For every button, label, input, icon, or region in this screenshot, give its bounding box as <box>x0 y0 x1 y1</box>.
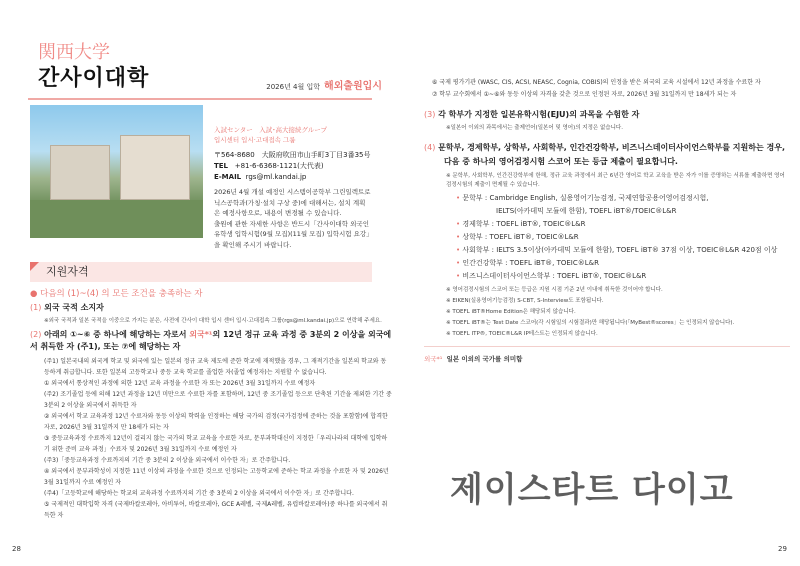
test-item: IELTS(아카데믹 모듈에 한함), TOEFL iBT®/TOEIC®L&R <box>496 206 677 215</box>
email-label: E-MAIL <box>214 173 242 181</box>
note-line: (주3)「중등교육과정 수료까지의 기간 중 3분의 2 이상을 외국에서 이수한 자」로 간주합니다. <box>44 456 291 464</box>
req-number: (4) <box>424 142 436 152</box>
list-item: ② 외국에서 학교 교육과정 12년 수료자와 동등 이상의 학력을 인정하는 해당 국가의 검정(국가검정에 준하는 것을 포함함)에 합격한 자로, 2026년 3월 31일까지 만 18세가 되는 자 <box>44 412 388 431</box>
university-name-jp: 関西大学 <box>38 42 110 63</box>
note-line: ※ 영어검정시험의 스코어 또는 등급은 지원 시점 기준 2년 이내에 취득한 것이어야 합니다. <box>446 286 663 293</box>
req-title: 아래의 ①~⑥ 중 하나에 해당하는 자로서 <box>44 329 190 339</box>
list-item: ⑦ 학부 교수회에서 ①~⑥와 동등 이상의 자격을 갖춘 것으로 인정된 자로, 2026년 3월 31일까지 만 18세가 되는 자 <box>432 91 737 98</box>
right-requirements: ⑥ 국제 평가기관 (WASC, CIS, ACSI, NEASC, Cognia, COBIS)의 인정을 받은 외국의 교육 시설에서 12년 과정을 수료한 자 ⑦ 학부 교수회에서 ①~⑥와 동등 이상의 자격을 갖춘 것으로 인정된 자로, 2026년 3월 31일까지 만 18세가 되는 자 (3) 각 학부가 지정한 일본유학시험(EJU)의 과목을 수험한 자 ※일본어 이외의 과목에서는 출제언어(일본어 및 영어)의 지정은 없습니다. (4) 문학부, 경제학부, 상학부, 사회학부, 인간건강학부, 비즈니스데이터사이언스학부를 지원하는 경우, 다음 중 하나의 영어검정시험 스코어 또는 등급 제출이 필요합니다. ※ 문학부, 사회학부, 인간건강학부에 한해, 정규 교육 과정에서 최근 6년간 영어로 학교 교육을 받은 자가 이를 증명하는 서류를 제출하면 영어검정시험의 제출이 면제될 수 있습니다. • 문학부 : Cambridge English, 실용영어기능검정, 국제연합공용어영어검정시험, IELTS(아카데믹 모듈에 한함), TOEFL iBT®/TOEIC®L&R • 경제학부 : TOEFL iBT®, TOEIC®L&R • 상학부 : TOEFL iBT®, TOEIC®L&R • 사회학부 : IELTS 3.5이상(아카데믹 모듈에 한함), TOEFL iBT® 37점 이상, TOEIC®L&R 420점 이상 • 인간건강학부 : TOEFL iBT®, TOEIC®L&R • 비즈니스데이터사이언스학부 : TOEFL iBT®, TOEIC®L&R ※ 영어검정시험의 스코어 또는 등급은 지원 시점 기준 2년 이내에 취득한 것이어야 합니다. ※ EIKEN(실용영어기능검정) S-CBT, S-Interview도 포함됩니다. ※ TOEFL iBT®Home Edition은 해당되지 않습니다. ※ TOEFL iBT®는 Test Date 스코어(각 시험일의 시험결과)만 해당됩니다(「MyBest®scores」는 인정되지 않습니다). ※ TOEFL ITP®, TOEIC®L&R IP테스트는 인정되지 않습니다. 외국*¹ 일본 이외의 국가를 의미함 <box>432 77 790 365</box>
contact-info <box>214 126 398 250</box>
left-requirements <box>30 288 392 521</box>
req-title: 의 12년 정규 교육 과정 중 3분의 2 이상을 외국에서 취득한 자 (주1), 또는 ⑦에 해당하는 자 <box>30 329 392 351</box>
req-title: 각 학부가 지정한 일본유학시험(EJU)의 과목을 수험한 자 <box>438 110 640 119</box>
list-item: ① 외국에서 통상적인 과정에 의한 12년 교육 과정을 수료한 자 또는 2026년 3월 31일까지 수료 예정자 <box>44 379 316 387</box>
note-line: ※ EIKEN(실용영어기능검정) S-CBT, S-Interview도 포함됩니다. <box>446 297 604 304</box>
list-item: ④ 외국에서 문부과학성이 지정한 11년 이상의 과정을 수료한 것으로 인정되는 고등학교에 준하는 학교 과정을 수료한 자 및 2026년 3월 31일까지 수료 예정인 자 <box>44 467 389 486</box>
header-divider <box>28 98 372 100</box>
address: 〒564-8680 大阪府吹田市山手町3丁目3番35号 <box>214 151 371 159</box>
list-item: ③ 중등교육과정 수료까지 12년이 걸리지 않는 국가의 학교 교육을 수료한 자로, 문부과학대신이 지정한「우리나라의 대학에 입학하기 위한 준비 교육 과정」수료자 및 2026년 3월 31일까지 수료 예정인 자 <box>44 434 388 453</box>
req-number: (2) <box>30 329 42 339</box>
test-item: 문학부 : Cambridge English, 실용영어기능검정, 국제연합공용어영어검정시험, <box>462 193 709 202</box>
note-line: (주4)「고등학교에 해당하는 학교의 교육과정 수료까지의 기간 중 3분의 2 이상을 외국에서 이수한 자」로 간주합니다. <box>44 489 354 497</box>
footnote-divider <box>424 346 790 347</box>
test-item: 비즈니스데이터사이언스학부 : TOEFL iBT®, TOEIC®L&R <box>462 271 647 280</box>
footnote <box>424 353 790 366</box>
note-line: ※ TOEFL ITP®, TOEIC®L&R IP테스트는 인정되지 않습니다. <box>446 330 598 337</box>
req-number: (3) <box>424 110 436 119</box>
note-line: ※ TOEFL iBT®Home Edition은 해당되지 않습니다. <box>446 308 576 315</box>
subtitle-date: 2026년 4월 입학 <box>266 83 321 91</box>
subtitle <box>266 81 382 93</box>
req-note: ※일본어 이외의 과목에서는 출제언어(일본어 및 영어)의 지정은 없습니다. <box>446 124 623 131</box>
notice-line: 2026년 4월 개설 예정인 시스템이공학부 그린일렉트로 <box>214 188 371 196</box>
note-line: ※ TOEFL iBT®는 Test Date 스코어(각 시험일의 시험결과)만 해당됩니다(「MyBest®scores」는 인정되지 않습니다). <box>446 319 735 326</box>
test-item: 경제학부 : TOEFL iBT®, TOEIC®L&R <box>462 219 586 228</box>
watermark: 제이스타트 다이고 <box>450 470 734 510</box>
notice-line: 을 확인해 주시기 바랍니다. <box>214 240 292 249</box>
list-item: ⑤ 국제적인 대학입학 자격 (국제바칼로레아, 아비투어, 바칼로레아, GCE A레벨, 국제A레벨, 유럽바칼로레아)중 하나를 외국에서 취득한 자 <box>44 500 388 519</box>
tel-label: TEL <box>214 162 229 170</box>
page-number-left: 28 <box>12 545 21 553</box>
notice-line: 닉스공학과(가칭·설치 구상 중)에 대해서는, 설치 계획 <box>214 198 366 207</box>
notice-line: 은 예정사항으로, 내용이 변경될 수 있습니다. <box>214 209 342 217</box>
email-link[interactable]: rgs@ml.kandai.jp <box>245 173 307 181</box>
note-line: (주1) 일본국내의 외국계 학교 및 외국에 있는 일본의 정규 교육 제도에 준한 학교에 재적했을 경우, 그 재적기간을 일본의 학교와 동등하게 취급합니다. 또한 일본의 고등학교나 중등 교육 학교를 졸업한 자(졸업 예정자)는 지원할 수 없습니다. <box>44 357 387 376</box>
footnote-text: 일본 이외의 국가를 의미함 <box>446 354 523 363</box>
req-note: ※ 문학부, 사회학부, 인간건강학부에 한해, 정규 교육 과정에서 최근 6년간 영어로 학교 교육을 받은 자가 이를 증명하는 서류를 제출하면 영어검정시험의 제출이 면제될 수 있습니다. <box>446 172 785 188</box>
page-number-right: 29 <box>778 545 787 553</box>
req-note: ※외국 국적과 일본 국적을 이중으로 가지는 분은, 사전에 간사이 대학 입시 센터 입시·고대접속 그룹(rgs@ml.kandai.jp)으로 연락해 주세요. <box>44 317 382 324</box>
note-line: (주2) 조기졸업 등에 의해 12년 과정을 12년 미만으로 수료한 자를 포함하며, 12년 중 조기졸업 등으로 단축된 기간을 제외한 기간 중 3분의 2 이상을 외국에서 취득한 자 <box>44 390 392 409</box>
subtitle-accent: 해외출원입시 <box>324 81 382 92</box>
req-title: 문학부, 경제학부, 상학부, 사회학부, 인간건강학부, 비즈니스데이터사이언스학부를 지원하는 경우, 다음 중 하나의 영어검정시험 스코어 또는 등급 제출이 필요합니다. <box>438 142 785 166</box>
req-number: (1) <box>30 303 42 312</box>
notice-line: 출원에 관한 자세한 사항은 반드시「간사이대학 외국인 <box>214 219 369 228</box>
test-item: 사회학부 : IELTS 3.5이상(아카데믹 모듈에 한함), TOEFL iBT® 37점 이상, TOEIC®L&R 420점 이상 <box>462 245 778 254</box>
section-header: 지원자격 <box>30 262 372 282</box>
campus-photo <box>30 105 203 238</box>
lead-text: ● 다음의 (1)~(4) 의 모든 조건을 충족하는 자 <box>30 289 203 299</box>
notice-text <box>214 187 398 250</box>
phone: +81-6-6368-1121(大代表) <box>234 162 324 170</box>
test-item: 상학부 : TOEFL iBT®, TOEIC®L&R <box>462 232 579 241</box>
footnote-mark: 외국*¹ <box>424 354 443 363</box>
list-item: ⑥ 국제 평가기관 (WASC, CIS, ACSI, NEASC, Cognia, COBIS)의 인정을 받은 외국의 교육 시설에서 12년 과정을 수료한 자 <box>432 79 761 86</box>
org-kr: 입시센터 입시·고대접속 그룹 <box>214 135 296 144</box>
req-title: 외국 국적 소지자 <box>44 303 104 312</box>
test-item: 인간건강학부 : TOEFL iBT®, TOEIC®L&R <box>462 258 599 267</box>
page-title: 간사이대학 <box>38 66 150 91</box>
org-jp: 入試センター 入試･高大接続グループ <box>214 126 327 134</box>
notice-line: 유학생 입학시험(9월 모집)(11월 모집) 입학시험 요강」 <box>214 230 373 238</box>
foreign-mark: 외국*¹ <box>189 329 213 339</box>
